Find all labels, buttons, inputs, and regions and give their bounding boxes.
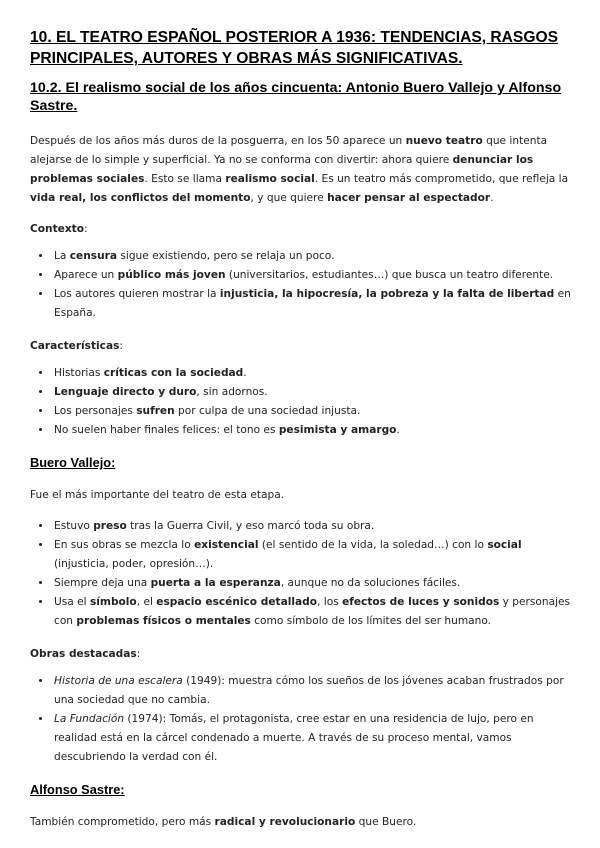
- document-title: 10. EL TEATRO ESPAÑOL POSTERIOR A 1936: TENDENCIAS, RASGOS PRINCIPALES, AUTORES Y OBRAS MÁS SIGNIFICATIVAS.: [30, 29, 558, 67]
- italic-title: La Fundación: [54, 713, 125, 725]
- list-item: [52, 383, 574, 402]
- list-item: [52, 536, 574, 574]
- bold-text: nuevo teatro: [405, 135, 483, 147]
- text-run: como símbolo de los límites del ser humano.: [250, 615, 492, 627]
- text-run: , y que quiere: [250, 192, 328, 204]
- caracteristicas-list: [30, 364, 574, 440]
- text-run: , los: [317, 596, 343, 608]
- bold-text: existencial: [194, 539, 259, 551]
- contexto-label: Contexto:: [30, 223, 88, 235]
- bold-text: hacer pensar al espectador: [327, 192, 491, 204]
- bold-text: puerta a la esperanza: [150, 577, 281, 589]
- text-run: y personajes con: [54, 596, 571, 627]
- italic-title: Historia de una escalera: [54, 675, 183, 687]
- text-run: Historias: [54, 367, 104, 379]
- text-run: También comprometido, pero más: [30, 816, 215, 828]
- bold-text: denunciar los problemas sociales: [30, 154, 534, 185]
- list-item: [52, 574, 574, 593]
- text-run: (1949): muestra cómo los sueños de los jóvenes acaban frustrados por una sociedad que no cambia.: [54, 675, 564, 706]
- list-item: [52, 285, 574, 323]
- list-item: [52, 364, 574, 383]
- text-run: .: [396, 424, 400, 436]
- text-run: . Esto se llama: [144, 173, 226, 185]
- contexto-list: [30, 247, 574, 323]
- text-run: (injusticia, poder, opresión…).: [54, 558, 214, 570]
- buero-intro: Fue el más importante del teatro de esta etapa.: [30, 489, 285, 501]
- bold-text: efectos de luces y sonidos: [342, 596, 500, 608]
- text-run: .: [490, 192, 494, 204]
- intro-paragraph: [30, 132, 574, 208]
- bold-text: pesimista y amargo: [278, 424, 397, 436]
- list-item: [52, 266, 574, 285]
- text-run: tras la Guerra Civil, y eso marcó toda su obra.: [126, 520, 375, 532]
- bold-text: preso: [93, 520, 127, 532]
- sastre-intro: [30, 813, 574, 832]
- bold-text: espacio escénico detallado: [156, 596, 318, 608]
- list-item: [52, 710, 574, 767]
- bold-text: sufren: [136, 405, 175, 417]
- buero-heading: Buero Vallejo:: [30, 455, 116, 470]
- text-run: Usa el: [54, 596, 90, 608]
- list-item: [52, 402, 574, 421]
- text-run: Los personajes: [54, 405, 137, 417]
- bold-text: radical y revolucionario: [214, 816, 356, 828]
- list-item: [52, 421, 574, 440]
- obras-label: Obras destacadas:: [30, 648, 141, 660]
- list-item: [52, 593, 574, 631]
- bold-text: público más joven: [117, 269, 226, 281]
- text-run: La: [54, 250, 70, 262]
- list-item: [52, 247, 574, 266]
- text-run: por culpa de una sociedad injusta.: [174, 405, 361, 417]
- text-run: (1974): Tomás, el protagonista, cree estar en una residencia de lujo, pero en realidad está en la cárcel condenado a muerte. A través de su proceso mental, vamos descubriendo la verdad con él.: [54, 713, 534, 763]
- text-run: . Es un teatro más comprometido, que refleja la: [314, 173, 569, 185]
- bold-text: símbolo: [89, 596, 137, 608]
- section-heading: 10.2. El realismo social de los años cincuenta: Antonio Buero Vallejo y Alfonso Sastre.: [30, 80, 562, 114]
- text-run: Después de los años más duros de la posguerra, en los 50 aparece un: [30, 135, 406, 147]
- bold-text: injusticia, la hipocresía, la pobreza y la falta de libertad: [219, 288, 555, 300]
- text-run: , aunque no da soluciones fáciles.: [280, 577, 461, 589]
- text-run: Aparece un: [54, 269, 118, 281]
- bold-text: problemas físicos o mentales: [76, 615, 251, 627]
- text-run: que intenta alejarse de lo simple y superficial. Ya no se conforma con divertir: ahora quiere: [30, 135, 548, 166]
- text-run: Estuvo: [54, 520, 94, 532]
- text-run: Los autores quieren mostrar la: [54, 288, 220, 300]
- caracteristicas-label: Características:: [30, 340, 123, 352]
- text-run: sigue existiendo, pero se relaja un poco.: [117, 250, 335, 262]
- text-run: No suelen haber finales felices: el tono es: [54, 424, 279, 436]
- bold-text: realismo social: [225, 173, 315, 185]
- text-run: , sin adornos.: [196, 386, 268, 398]
- bold-text: vida real, los conflictos del momento: [30, 192, 251, 204]
- text-run: en España.: [54, 288, 571, 319]
- buero-list: [30, 517, 574, 631]
- bold-text: críticas con la sociedad: [103, 367, 244, 379]
- bold-text: censura: [69, 250, 117, 262]
- bold-text: Lenguaje directo y duro: [54, 386, 197, 398]
- text-run: , el: [136, 596, 157, 608]
- text-run: .: [243, 367, 247, 379]
- text-run: que Buero.: [355, 816, 417, 828]
- list-item: [52, 672, 574, 710]
- text-run: En sus obras se mezcla lo: [54, 539, 195, 551]
- list-item: [52, 517, 574, 536]
- obras-list: [30, 672, 574, 767]
- bold-text: social: [487, 539, 522, 551]
- text-run: (universitarios, estudiantes…) que busca un teatro diferente.: [225, 269, 554, 281]
- text-run: Siempre deja una: [54, 577, 151, 589]
- sastre-heading: Alfonso Sastre:: [30, 782, 125, 797]
- text-run: (el sentido de la vida, la soledad…) con lo: [258, 539, 488, 551]
